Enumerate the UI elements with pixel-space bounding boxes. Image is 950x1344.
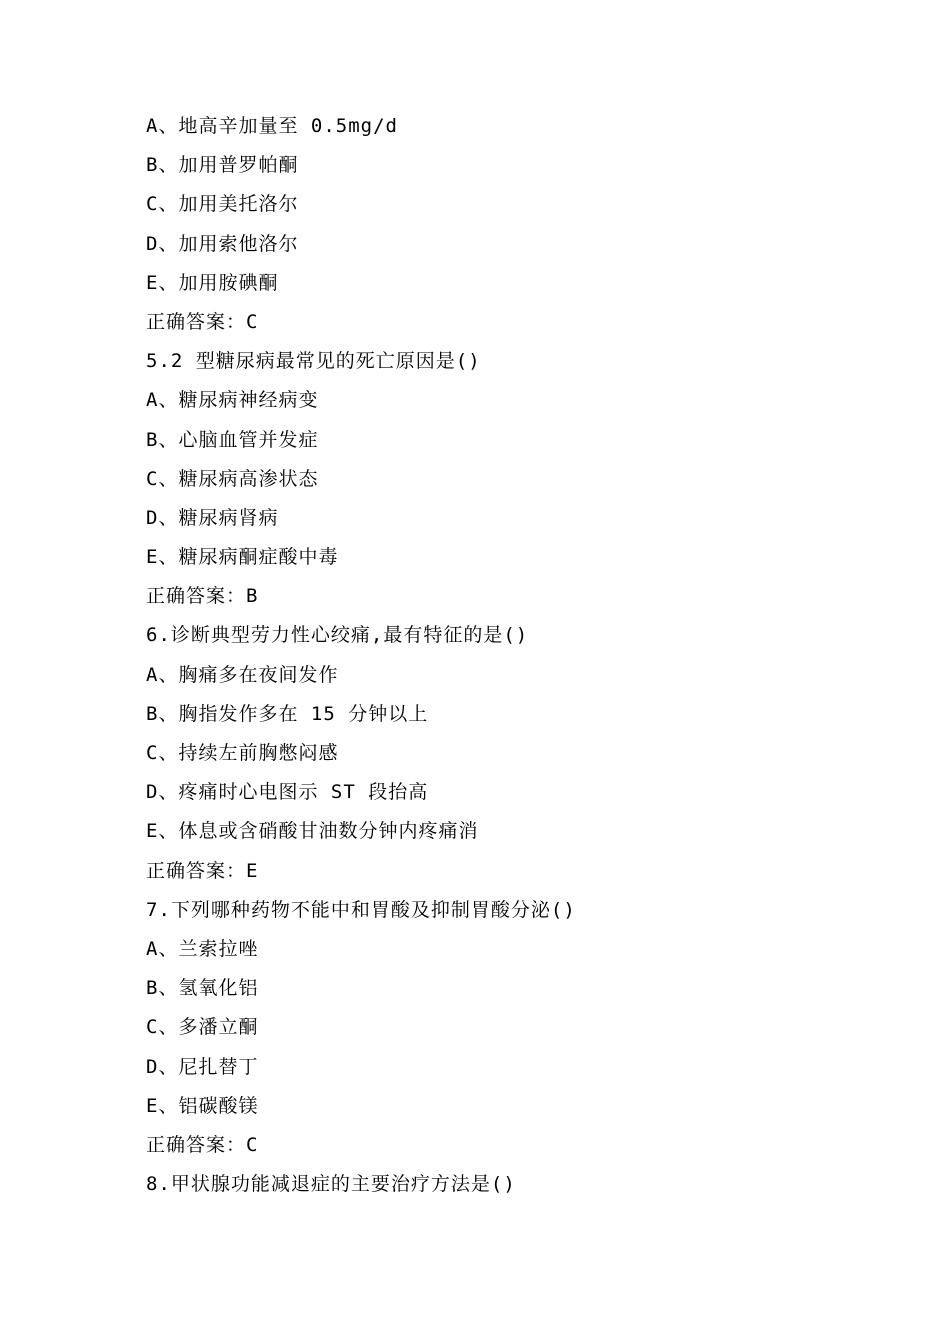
option-d-text: D、尼扎替丁 [146,1055,259,1078]
option-b-text: B、氢氧化铝 [146,977,259,1000]
option-c-text: C、糖尿病高渗状态 [146,467,319,490]
option-c-text: C、加用美托洛尔 [146,193,299,216]
option-e-text: E、体息或含硝酸甘油数分钟内疼痛消 [146,820,479,843]
option-b-text: B、心脑血管并发症 [146,428,319,451]
option-b-text: B、加用普罗帕酮 [146,154,299,177]
question-7-text: 7.下列哪种药物不能中和胃酸及抑制胃酸分泌() [146,898,576,921]
option-e-text: E、铝碳酸镁 [146,1094,259,1117]
option-a-text: A、地高辛加量至 0.5mg/d [146,115,398,137]
option-d-text: D、糖尿病肾病 [146,506,279,529]
question-6-text: 6.诊断典型劳力性心绞痛,最有特征的是() [146,624,529,647]
answer-text: 正确答案：E [146,859,259,882]
option-a-text: A、胸痛多在夜间发作 [146,663,339,686]
answer-text: 正确答案：C [146,1133,259,1156]
option-d-text: D、加用索他洛尔 [146,232,299,255]
document-page [146,107,906,1204]
option-c-text: C、持续左前胸憋闷感 [146,742,339,764]
option-a-text: A、糖尿病神经病变 [146,389,319,412]
option-d-text: D、疼痛时心电图示 ST 段抬高 [146,781,429,804]
question-5-text: 5.2 型糖尿病最常见的死亡原因是() [146,350,481,373]
question-8-text: 8.甲状腺功能减退症的主要治疗方法是() [146,1173,516,1196]
option-e-text: E、加用胺碘酮 [146,271,279,294]
option-c-text: C、多潘立酮 [146,1016,259,1039]
option-b-text: B、胸指发作多在 15 分钟以上 [146,702,429,725]
answer-text: 正确答案：C [146,310,259,333]
answer-text: 正确答案：B [146,585,259,608]
option-a-text: A、兰索拉唑 [146,937,259,960]
option-e-text: E、糖尿病酮症酸中毒 [146,546,339,569]
